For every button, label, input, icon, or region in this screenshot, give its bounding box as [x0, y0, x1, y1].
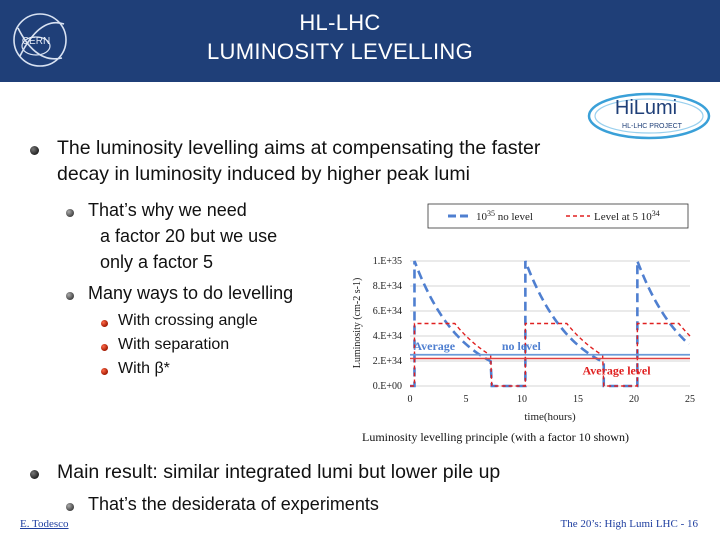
x-tick-label: 10	[517, 394, 527, 405]
y-tick-label: 6.E+34	[372, 306, 402, 317]
subsub-item-crossing-angle: With crossing angle	[118, 312, 258, 329]
y-tick-label: 4.E+34	[372, 331, 402, 342]
hilumi-logo-subtext: HL-LHC PROJECT	[622, 123, 682, 130]
sub-bullet-dot	[66, 292, 74, 300]
title-line-2: LUMINOSITY LEVELLING	[206, 39, 473, 64]
bullet-main-2: Main result: similar integrated lumi but lower pile up	[57, 461, 501, 483]
x-axis-label: time(hours)	[524, 411, 576, 423]
x-tick-label: 15	[573, 394, 583, 405]
subsub-bullet-dot	[101, 344, 108, 351]
hilumi-logo	[586, 86, 716, 140]
sub-bullet-3: That’s the desiderata of experiments	[88, 494, 379, 514]
subsub-item-beta-star: With β*	[118, 360, 170, 377]
annotation-average: Average	[413, 338, 456, 353]
sub-bullet-1-line2: a factor 20 but we use	[100, 226, 278, 246]
bullet-main-1-continued: decay in luminosity induced by higher peak lumi	[57, 163, 470, 185]
y-tick-label: 0.E+00	[372, 381, 402, 392]
y-tick-label: 8.E+34	[372, 281, 402, 292]
annotation-no-level: no level	[501, 338, 541, 353]
hilumi-logo-text: HiLumi	[614, 97, 678, 119]
sub-bullet-dot	[66, 209, 74, 217]
footer-author-link[interactable]: E. Todesco	[20, 518, 69, 530]
y-tick-label: 2.E+34	[372, 356, 402, 367]
sub-bullet-2: Many ways to do levelling	[88, 283, 294, 303]
subsub-bullet-dot	[101, 320, 108, 327]
x-tick-label: 25	[685, 394, 695, 405]
legend-label-no-level: $10^{35}$ no level	[476, 209, 533, 223]
chart-legend	[428, 204, 688, 228]
cern-logo	[6, 6, 74, 74]
annotation-average-level: Average level	[582, 363, 651, 378]
title-line-1: HL-LHC	[299, 10, 381, 35]
x-tick-label: 5	[463, 394, 469, 405]
chart-caption: Luminosity levelling principle (with a factor 10 shown)	[362, 430, 629, 444]
subsub-bullet-dot	[101, 368, 108, 375]
x-tick-label: 20	[629, 394, 639, 405]
bullet-dot	[30, 470, 39, 479]
sub-bullet-1-line3: only a factor 5	[100, 252, 214, 272]
luminosity-chart	[340, 196, 710, 428]
bullet-dot	[30, 146, 39, 155]
chart-average-lines	[410, 355, 690, 359]
sub-bullet-dot	[66, 503, 74, 511]
header-bar	[0, 0, 720, 82]
subsub-item-separation: With separation	[118, 336, 230, 353]
bullet-main-1: The luminosity levelling aims at compensating the faster	[57, 137, 541, 159]
page-title	[120, 8, 560, 66]
x-tick-label: 0	[407, 394, 413, 405]
y-tick-label: 1.E+35	[372, 256, 402, 267]
legend-label-level: Level at 5 $10^{34}$	[594, 209, 660, 223]
sub-bullet-1-line1: That’s why we need	[88, 200, 247, 220]
y-axis-label: Luminosity (cm-2 s-1)	[352, 277, 363, 369]
footer-page-info: The 20’s: High Lumi LHC - 16	[560, 518, 698, 530]
cern-logo-text: CERN	[21, 36, 51, 47]
